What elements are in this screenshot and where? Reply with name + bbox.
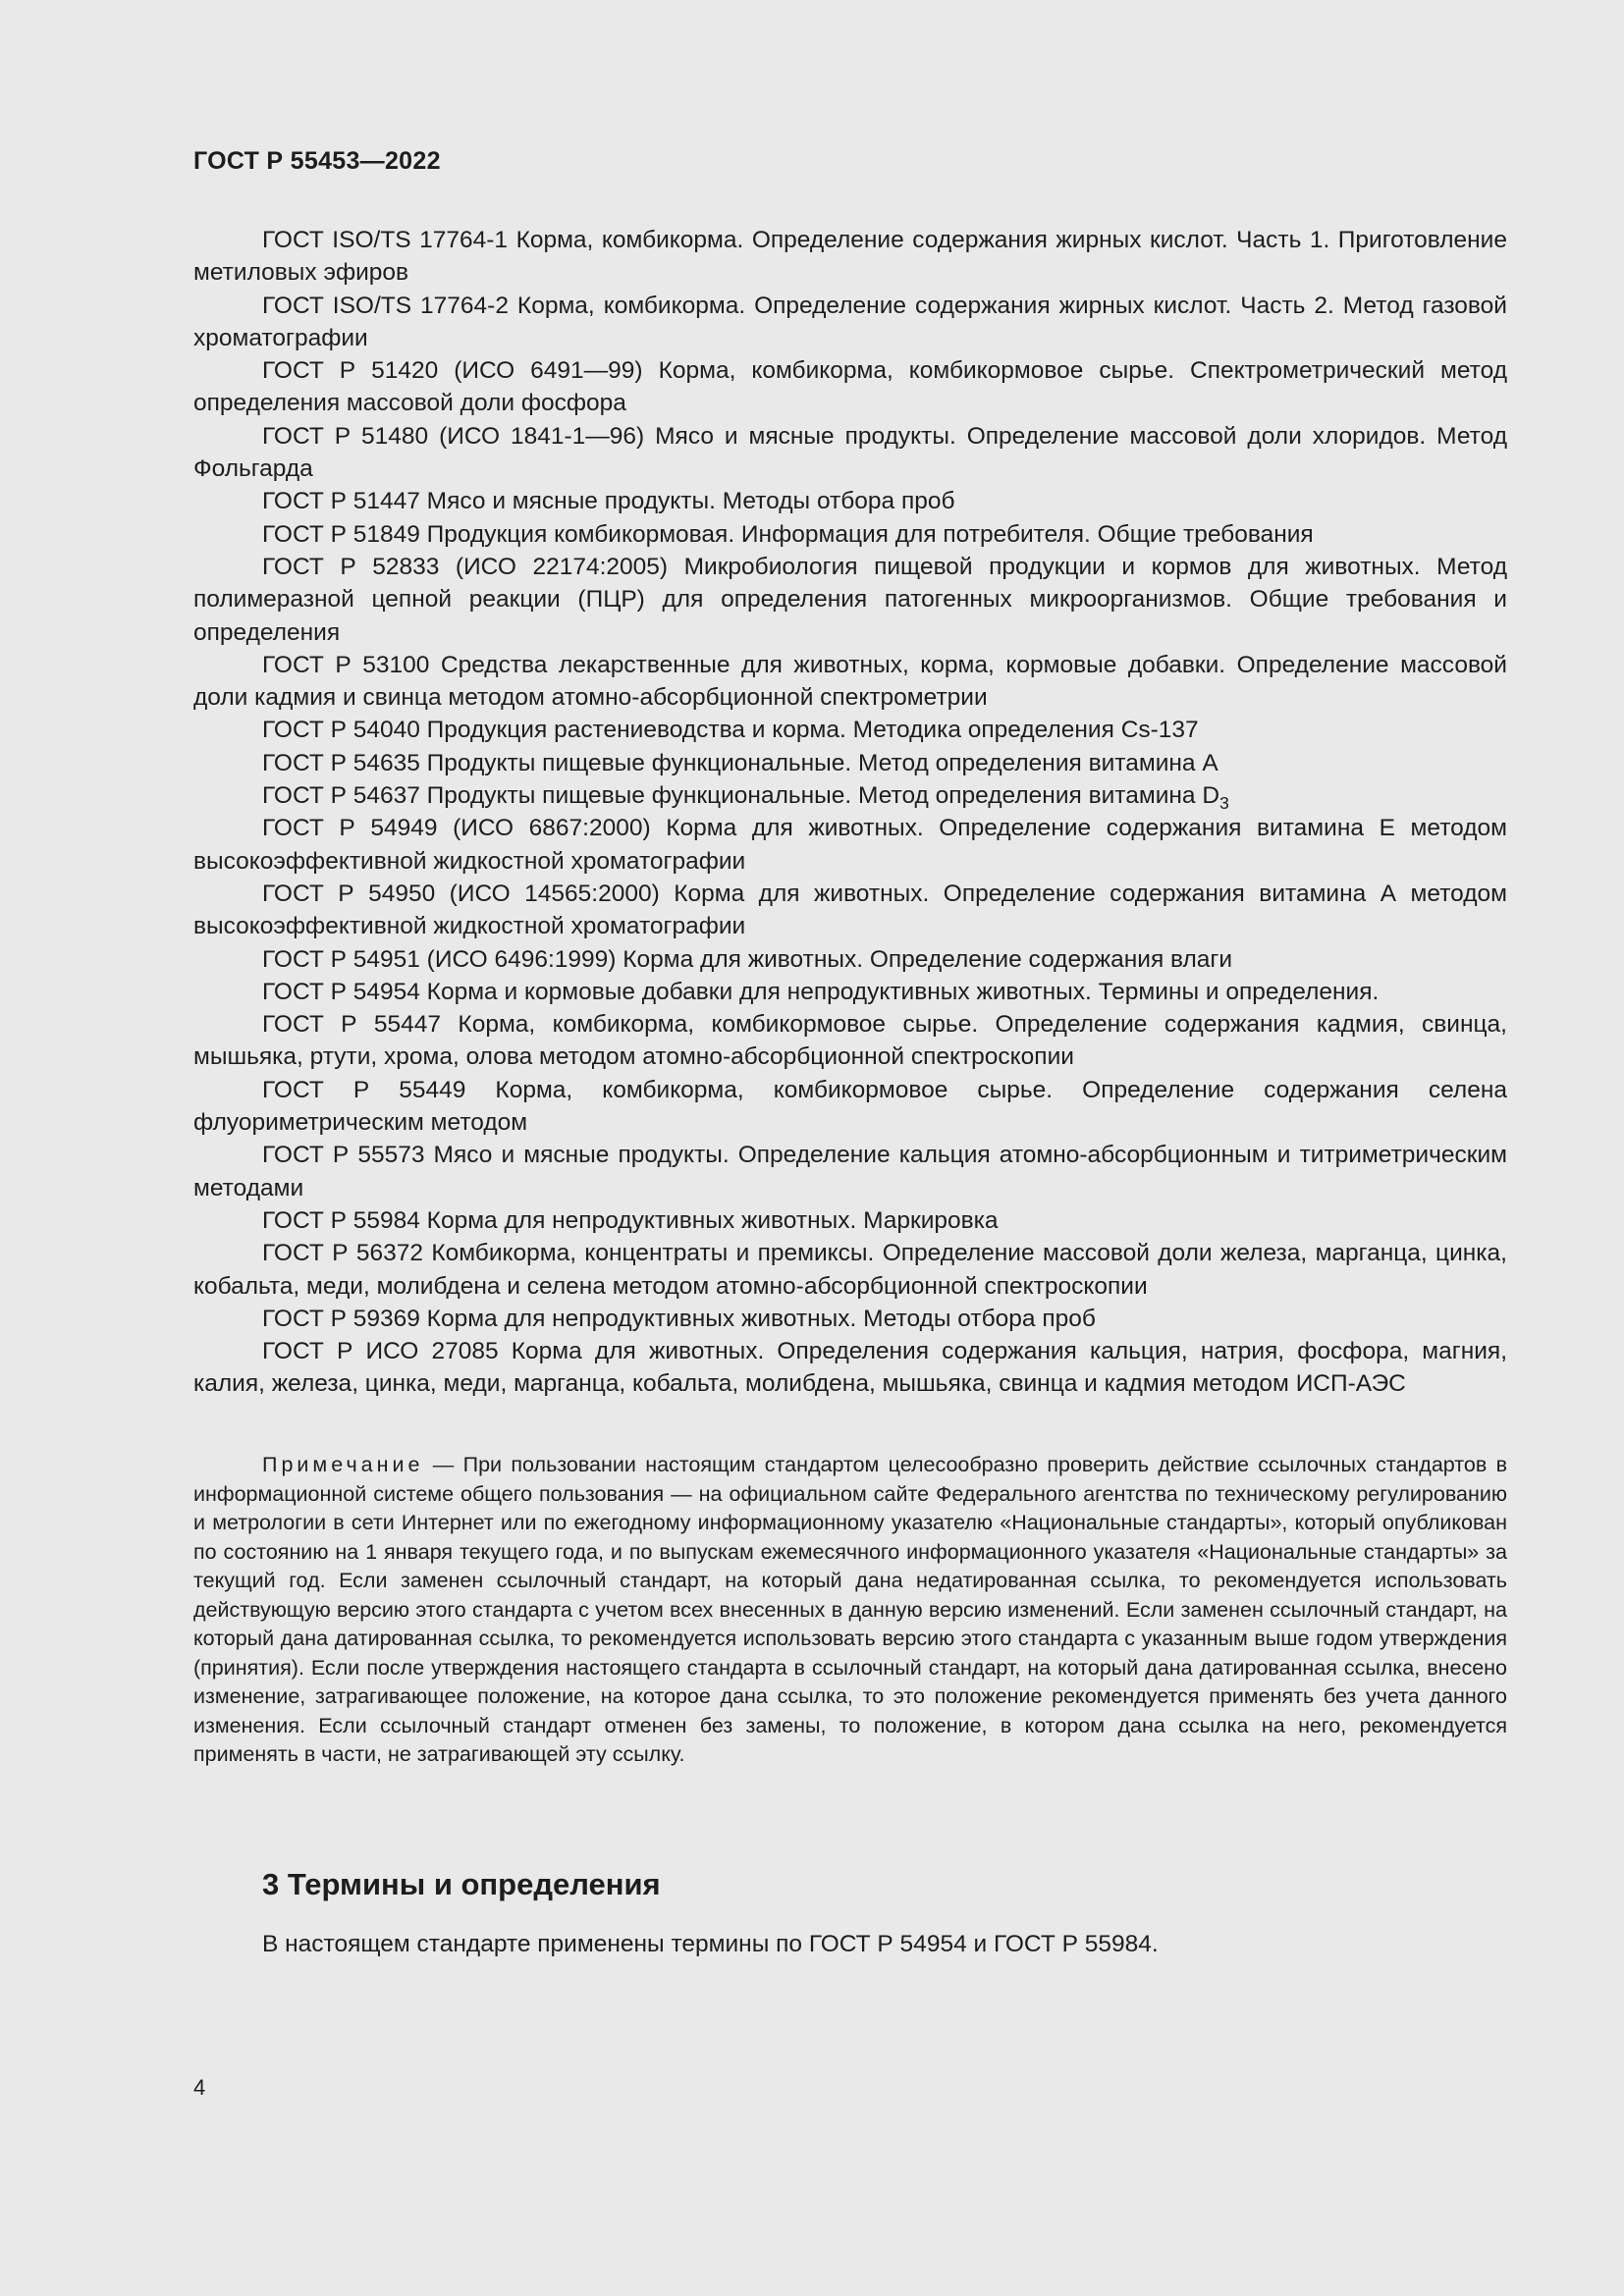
reference-item-text: ГОСТ Р 54637 Продукты пищевые функциональные. Метод определения витамина D [262, 782, 1220, 810]
reference-item: ГОСТ ISO/TS 17764-2 Корма, комбикорма. Определение содержания жирных кислот. Часть 2. Метод газовой хроматографии [193, 292, 1507, 351]
reference-item-vitamin-d [193, 779, 1507, 812]
reference-item: ГОСТ Р ИСО 27085 Корма для животных. Определения содержания кальция, натрия, фосфора, магния, калия, железа, цинка, меди, марганца, кобальта, молибдена, мышьяка, свинца и кадмия методом ИСП-АЭС [193, 1338, 1507, 1398]
reference-item: ГОСТ Р 54954 Корма и кормовые добавки для непродуктивных животных. Термины и определения. [262, 978, 1380, 1005]
reference-item: ГОСТ Р 56372 Комбикорма, концентраты и премиксы. Определение массовой доли железа, марганца, цинка, кобальта, меди, молибдена и селена методом атомно-абсорбционной спектроскопии [193, 1240, 1507, 1300]
note-paragraph [193, 1451, 1507, 1770]
reference-item: ГОСТ Р 51447 Мясо и мясные продукты. Методы отбора проб [262, 488, 955, 515]
document-header: ГОСТ Р 55453—2022 [193, 147, 441, 175]
reference-item: ГОСТ Р 55984 Корма для непродуктивных животных. Маркировка [262, 1206, 999, 1234]
reference-item: ГОСТ Р 53100 Средства лекарственные для животных, корма, кормовые добавки. Определение массовой доли кадмия и свинца методом атомно-абсорбционной спектрометрии [193, 651, 1507, 712]
section-body: В настоящем стандарте применены термины по ГОСТ Р 54954 и ГОСТ Р 55984. [262, 1931, 1159, 1957]
reference-item: ГОСТ Р 55573 Мясо и мясные продукты. Определение кальция атомно-абсорбционным и титриметрическим методами [193, 1142, 1507, 1201]
note-label: Примечание [262, 1453, 424, 1476]
section-title: 3 Термины и определения [262, 1867, 661, 1901]
reference-item: ГОСТ Р 52833 (ИСО 22174:2005) Микробиология пищевой продукции и кормов для животных. Метод полимеразной цепной реакции (ПЦР) для определения патогенных микроорганизмов. Общие требования и определения [193, 553, 1507, 646]
reference-item: ГОСТ Р 51420 (ИСО 6491—99) Корма, комбикорма, комбикормовое сырье. Спектрометрический метод определения массовой доли фосфора [193, 357, 1507, 417]
reference-item: ГОСТ Р 54950 (ИСО 14565:2000) Корма для животных. Определение содержания витамина А методом высокоэффективной жидкостной хроматографии [193, 880, 1507, 940]
note-text: При пользовании настоящим стандартом целесообразно проверить действие ссылочных стандартов в информационной системе общего пользования — на официальном сайте Федерального агентства по техническому регулированию и метрологии в сети Интернет или по ежегодному информационному указателю «Национальные стандарты», который опубликован по состоянию на 1 января текущего года, и по выпускам ежемесячного информационного указателя «Национальные стандарты» за текущий год. Если заменен ссылочный стандарт, на который дана недатированная ссылка, то рекомендуется использовать действующую версию этого стандарта с учетом всех внесенных в данную версию изменений. Если заменен ссылочный стандарт, на который дана датированная ссылка, то рекомендуется использовать версию этого стандарта с указанным выше годом утверждения (принятия). Если после утверждения настоящего стандарта в ссылочный стандарт, на который дана датированная ссылка, внесено изменение, затрагивающее положение, на которое дана ссылка, то это положение рекомендуется применять без учета данного изменения. Если ссылочный стандарт отменен без замены, то положение, в котором дана ссылка на него, рекомендуется применять в части, не затрагивающей эту ссылку. [193, 1453, 1507, 1766]
reference-item: ГОСТ Р 55449 Корма, комбикорма, комбикормовое сырье. Определение содержания селена флуориметрическим методом [193, 1076, 1507, 1137]
vitamin-d-subscript: 3 [1219, 793, 1229, 814]
reference-item: ГОСТ Р 55447 Корма, комбикорма, комбикормовое сырье. Определение содержания кадмия, свинца, мышьяка, ртути, хрома, олова методом атомно-абсорбционной спектроскопии [193, 1011, 1507, 1071]
reference-item: ГОСТ Р 54040 Продукция растениеводства и корма. Методика определения Cs-137 [262, 717, 1199, 744]
reference-item: ГОСТ Р 59369 Корма для непродуктивных животных. Методы отбора проб [262, 1305, 1096, 1332]
reference-item: ГОСТ Р 51849 Продукция комбикормовая. Информация для потребителя. Общие требования [262, 520, 1314, 548]
reference-item: ГОСТ Р 54951 (ИСО 6496:1999) Корма для животных. Определение содержания влаги [262, 945, 1233, 973]
page-number: 4 [193, 2075, 206, 2100]
note-dash: — [432, 1453, 455, 1476]
normative-references-list [193, 224, 1507, 1401]
reference-item: ГОСТ ISO/TS 17764-1 Корма, комбикорма. Определение содержания жирных кислот. Часть 1. Приготовление метиловых эфиров [193, 227, 1507, 287]
reference-item: ГОСТ Р 54949 (ИСО 6867:2000) Корма для животных. Определение содержания витамина Е методом высокоэффективной жидкостной хроматографии [193, 815, 1507, 875]
reference-item: ГОСТ Р 51480 (ИСО 1841-1—96) Мясо и мясные продукты. Определение массовой доли хлоридов. Метод Фольгарда [193, 422, 1507, 483]
reference-item: ГОСТ Р 54635 Продукты пищевые функциональные. Метод определения витамина А [262, 749, 1218, 776]
